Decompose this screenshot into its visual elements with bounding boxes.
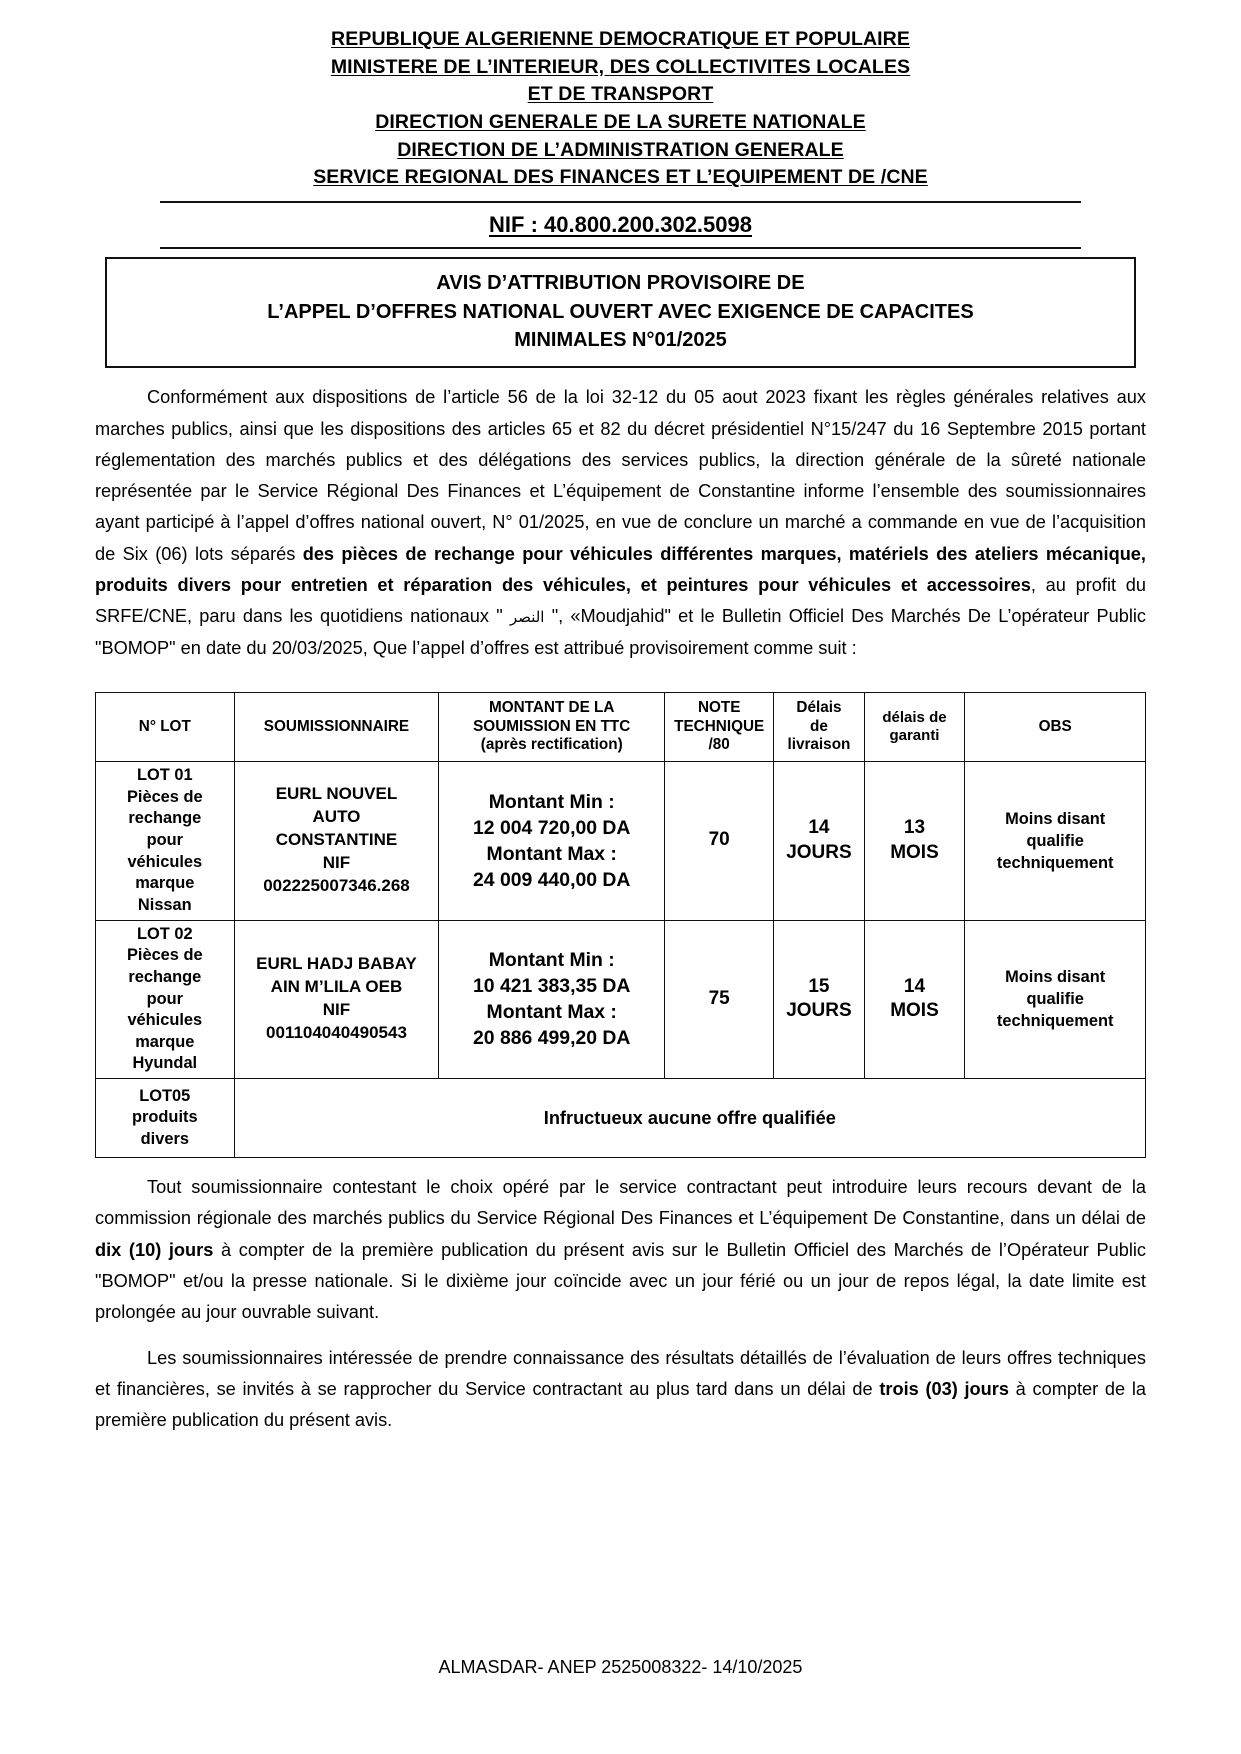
bidder-line: NIF (322, 1000, 351, 1020)
results-paragraph (95, 1343, 1146, 1437)
col-header-amount-line-2: SOUMISSION EN TTC (473, 717, 631, 735)
cell-obs (965, 761, 1146, 920)
bidder-line: 001104040490543 (266, 1023, 407, 1043)
header-line-2: MINISTERE DE L’INTERIEUR, DES COLLECTIVITES LOCALES (330, 55, 911, 78)
header-line-4: DIRECTION GENERALE DE LA SURETE NATIONALE (375, 111, 866, 134)
col-header-note-line-1: NOTE (697, 698, 741, 716)
cell-lot (96, 761, 235, 920)
divider-above-nif (160, 201, 1081, 203)
amount-max-label: Montant Max : (486, 1001, 617, 1024)
col-header-delivery-line-2: de (810, 717, 828, 735)
table-row (96, 920, 1146, 1079)
amount-min-label: Montant Min : (488, 949, 615, 972)
col-header-amount (439, 692, 665, 761)
lot-line: pour (146, 989, 183, 1008)
lot-line: rechange (128, 809, 202, 828)
col-header-delivery-line-3: livraison (787, 736, 851, 754)
header-line-1: REPUBLIQUE ALGERIENNE DEMOCRATIQUE ET POPULAIRE (331, 28, 910, 50)
lot-line: véhicules (127, 852, 203, 871)
col-header-obs: OBS (965, 692, 1146, 761)
intro-bold-scope: des pièces de rechange pour véhicules différentes marques, matériels des ateliers mécanique, produits divers pour entretien et réparation des véhicules, et peintures pour véhicules et accessoires (95, 543, 1146, 596)
header-line-3: ET DE TRANSPORT (527, 83, 714, 106)
col-header-note-line-2: TECHNIQUE (674, 717, 765, 735)
amount-min-value: 10 421 383,35 DA (473, 975, 631, 998)
col-header-amount-line-3: (après rectification) (480, 736, 623, 754)
intro-part-2: , au profit du SRFE/CNE, paru dans les quotidiens nationaux " (95, 575, 1146, 627)
results-part-2: à compter de la première publication du présent avis. (95, 1378, 1146, 1431)
lot-line: Hyundal (132, 1054, 198, 1073)
col-header-delivery (774, 692, 864, 761)
table-header-row (96, 692, 1146, 761)
amount-min-value: 12 004 720,00 DA (473, 816, 631, 839)
cell-technical-note: 75 (665, 920, 774, 1079)
cell-amount (439, 761, 665, 920)
header-line-6: SERVICE REGIONAL DES FINANCES ET L’EQUIPEMENT DE /CNE (313, 166, 928, 189)
bidder-line: CONSTANTINE (275, 830, 398, 850)
cell-unsuccessful-message: Infructueux aucune offre qualifiée (234, 1079, 1145, 1158)
obs-line: qualifie (1026, 990, 1084, 1009)
col-header-guarantee-line-2: garanti (889, 726, 940, 744)
cell-bidder (234, 920, 439, 1079)
intro-paragraph (95, 382, 1146, 664)
cell-delivery (774, 920, 864, 1079)
guarantee-number: 14 (903, 975, 926, 997)
lot-line: marque (135, 1032, 195, 1051)
amount-max-value: 20 886 499,20 DA (473, 1027, 631, 1050)
amount-max-label: Montant Max : (486, 842, 617, 865)
bidder-line: 002225007346.268 (263, 876, 410, 896)
guarantee-unit: MOIS (890, 1000, 939, 1022)
bidder-line: NIF (322, 853, 351, 873)
lot-line: pour (146, 830, 183, 849)
lot-line: divers (140, 1129, 189, 1148)
lot-line: Pièces de (126, 787, 203, 806)
results-deadline-bold: trois (03) jours (879, 1378, 1009, 1399)
lot-line: Nissan (137, 895, 192, 914)
appeal-part-2: à compter de la première publication du présent avis sur le Bulletin Officiel des Marchés de l’Opérateur Public "BOMOP" et/ou la presse nationale. Si le dixième jour coïncide avec un jour férié ou un jour de repos légal, la date limite est prolongée au jour ouvrable suivant. (95, 1239, 1146, 1323)
document-header (95, 26, 1146, 192)
lot-line: marque (135, 874, 195, 893)
cell-bidder (234, 761, 439, 920)
lot-line: LOT05 (139, 1086, 191, 1105)
appeal-paragraph (95, 1172, 1146, 1328)
intro-part-3: ", «Moudjahid" et le Bulletin Officiel Des Marchés De L’opérateur Public "BOMOP" en date du 20/03/2025, Que l’appel d’offres est attribué provisoirement comme suit : (95, 606, 1146, 658)
col-header-guarantee-line-1: délais de (882, 708, 947, 726)
table-row (96, 1079, 1146, 1158)
lot-line: LOT 01 (137, 765, 193, 784)
delivery-unit: JOURS (786, 1000, 852, 1022)
cell-obs (965, 920, 1146, 1079)
notice-title-line-3: MINIMALES N°01/2025 (514, 328, 727, 351)
table-row (96, 761, 1146, 920)
lot-line: LOT 02 (137, 924, 193, 943)
col-header-bidder: SOUMISSIONNAIRE (234, 692, 439, 761)
results-part-1: Les soumissionnaires intéressée de prendre connaissance des résultats détaillés de l’évaluation de leurs offres techniques et financières, se invités à se rapprocher du Service contractant au plus tard dans un délai de (95, 1347, 1146, 1399)
appeal-deadline-bold: dix (10) jours (95, 1239, 214, 1260)
lot-line: Pièces de (126, 946, 203, 965)
col-header-amount-line-1: MONTANT DE LA (488, 698, 615, 716)
header-line-5: DIRECTION DE L’ADMINISTRATION GENERALE (397, 138, 844, 161)
guarantee-unit: MOIS (890, 841, 939, 863)
obs-line: techniquement (996, 853, 1114, 872)
page-footer: ALMASDAR- ANEP 2525008322- 14/10/2025 (438, 1657, 803, 1677)
divider-below-nif (160, 247, 1081, 249)
obs-line: techniquement (996, 1012, 1114, 1031)
amount-max-value: 24 009 440,00 DA (473, 868, 631, 891)
notice-title-line-2: L’APPEL D’OFFRES NATIONAL OUVERT AVEC EXIGENCE DE CAPACITES (267, 300, 974, 323)
bidder-line: AUTO (312, 807, 361, 827)
col-header-guarantee (864, 692, 965, 761)
lot-line: rechange (128, 967, 202, 986)
notice-title-box (105, 257, 1136, 368)
bidder-line: AIN M’LILA OEB (270, 977, 403, 997)
obs-line: qualifie (1026, 831, 1084, 850)
cell-delivery (774, 761, 864, 920)
cell-lot (96, 1079, 235, 1158)
col-header-technical-note (665, 692, 774, 761)
nif-line: NIF : 40.800.200.302.5098 (489, 212, 752, 238)
bidder-line: EURL HADJ BABAY (256, 954, 417, 974)
delivery-number: 15 (808, 975, 830, 997)
obs-line: Moins disant (1005, 809, 1106, 828)
appeal-part-1: Tout soumissionnaire contestant le choix opéré par le service contractant peut introduire leurs recours devant de la commission régionale des marchés publics du Service Régional Des Finances et L’équipement De Constantine, dans un délai de (95, 1177, 1146, 1229)
lot-line: véhicules (127, 1011, 203, 1030)
amount-min-label: Montant Min : (488, 790, 615, 813)
delivery-number: 14 (808, 817, 830, 839)
col-header-note-line-3: /80 (708, 736, 730, 754)
awards-table (95, 692, 1146, 1158)
lot-line: produits (132, 1108, 198, 1127)
cell-guarantee (864, 761, 965, 920)
cell-guarantee (864, 920, 965, 1079)
col-header-delivery-line-1: Délais (796, 698, 842, 716)
cell-amount (439, 920, 665, 1079)
notice-title-line-1: AVIS D’ATTRIBUTION PROVISOIRE DE (436, 272, 805, 295)
delivery-unit: JOURS (786, 841, 852, 863)
cell-technical-note: 70 (665, 761, 774, 920)
col-header-lot: N° LOT (96, 692, 235, 761)
obs-line: Moins disant (1005, 968, 1106, 987)
bidder-line: EURL NOUVEL (275, 784, 398, 804)
guarantee-number: 13 (903, 817, 926, 839)
intro-arabic-newspaper: النصر (509, 609, 545, 627)
cell-lot (96, 920, 235, 1079)
intro-part-1: Conformément aux dispositions de l’article 56 de la loi 32-12 du 05 aout 2023 fixant les règles générales relatives aux marches publics, ainsi que les dispositions des articles 65 et 82 du décret présidentiel N°15/247 du 16 Septembre 2015 portant réglementation des marchés publics et des délégations des services publics, la direction générale de la sûreté nationale représentée par le Service Régional Des Finances et L’équipement de Constantine informe l’ensemble des soumissionnaires ayant participé à l’appel d’offres national ouvert, N° 01/2025, en vue de conclure un marché a commande en vue de l’acquisition de Six (06) lots séparés (95, 387, 1146, 564)
